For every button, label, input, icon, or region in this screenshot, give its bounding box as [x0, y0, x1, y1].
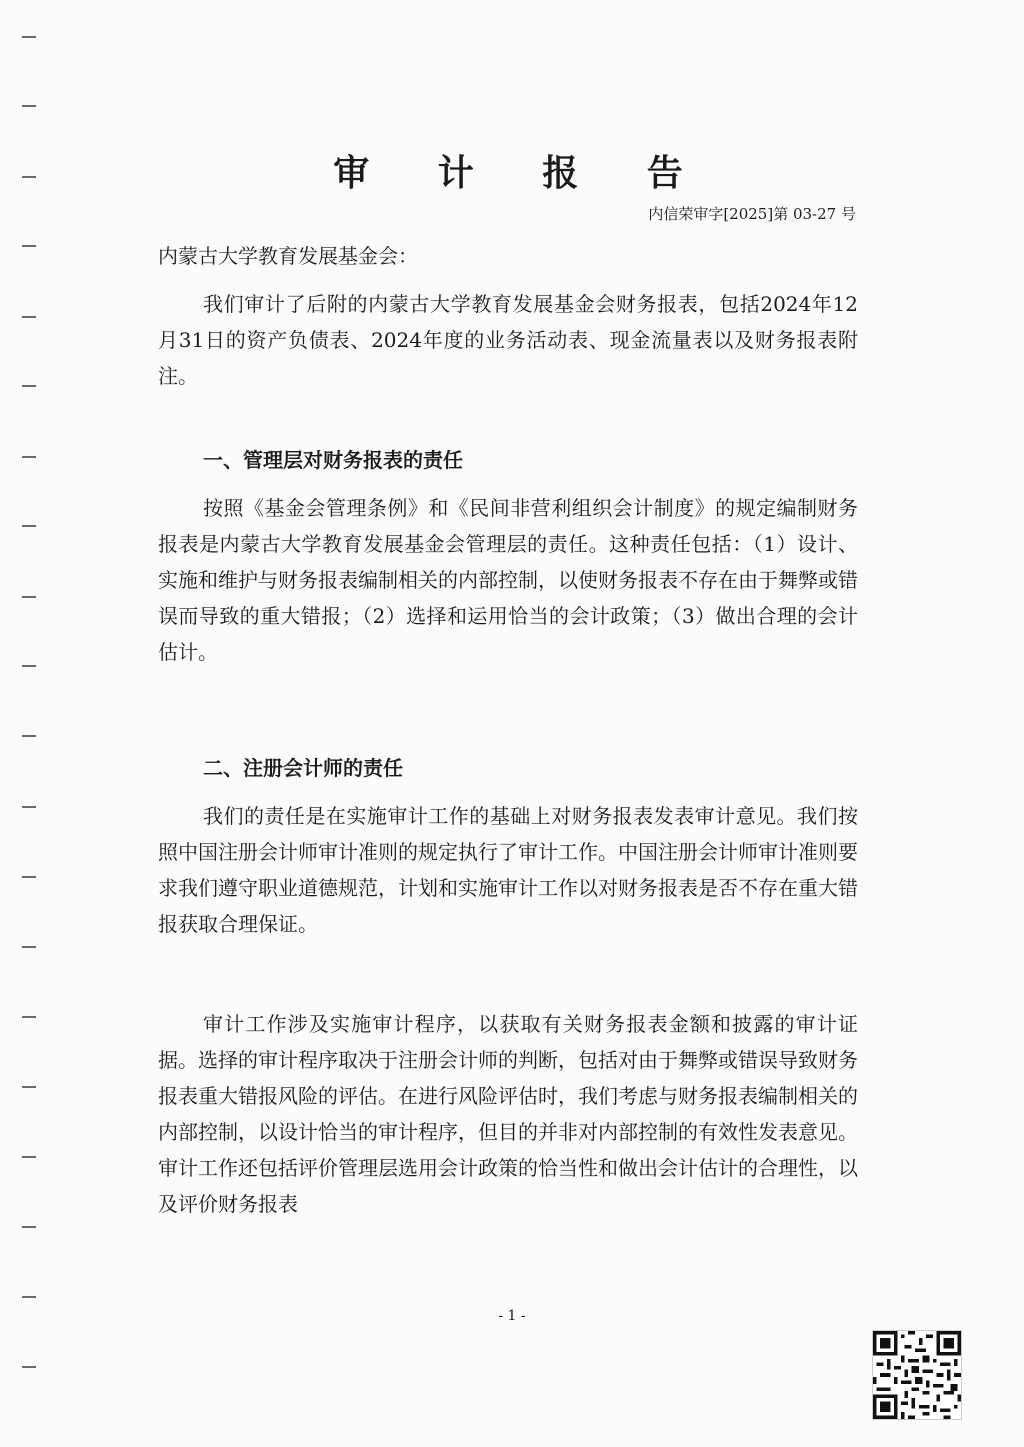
- page-number: - 1 -: [498, 1308, 526, 1324]
- addressee: 内蒙古大学教育发展基金会：: [158, 244, 418, 268]
- document-number: 内信荣审字[2025]第 03-27 号: [648, 205, 856, 223]
- report-title: 审 计 报 告: [333, 153, 711, 194]
- section-heading-management: 一、管理层对财务报表的责任: [203, 448, 463, 472]
- paragraph-audit-procedures: 审计工作涉及实施审计程序，以获取有关财务报表金额和披露的审计证据。选择的审计程序取决于注册会计师的判断，包括对由于舞弊或错误导致财务报表重大错报风险的评估。在进行风险评估时，我们考虑与财务报表编制相关的内部控制，以设计恰当的审计程序，但目的并非对内部控制的有效性发表意见。审计工作还包括评价管理层选用会计政策的恰当性和做出会计估计的合理性，以及评价财务报表: [158, 1012, 858, 1216]
- paragraph-management-responsibility: 按照《基金会管理条例》和《民间非营利组织会计制度》的规定编制财务报表是内蒙古大学教育发展基金会管理层的责任。这种责任包括：（1）设计、实施和维护与财务报表编制相关的内部控制，以使财务报表不存在由于舞弊或错误而导致的重大错报；（2）选择和运用恰当的会计政策；（3）做出合理的会计估计。: [158, 496, 858, 664]
- section-heading-auditor: 二、注册会计师的责任: [203, 756, 403, 780]
- paragraph-auditor-responsibility: 我们的责任是在实施审计工作的基础上对财务报表发表审计意见。我们按照中国注册会计师审计准则的规定执行了审计工作。中国注册会计师审计准则要求我们遵守职业道德规范，计划和实施审计工作以对财务报表是否不存在重大错报获取合理保证。: [158, 804, 858, 936]
- qr-code-icon: [872, 1330, 962, 1420]
- binding-marks: [0, 0, 40, 1447]
- paragraph-intro: 我们审计了后附的内蒙古大学教育发展基金会财务报表，包括2024年12月31日的资产负债表、2024年度的业务活动表、现金流量表以及财务报表附注。: [158, 292, 858, 388]
